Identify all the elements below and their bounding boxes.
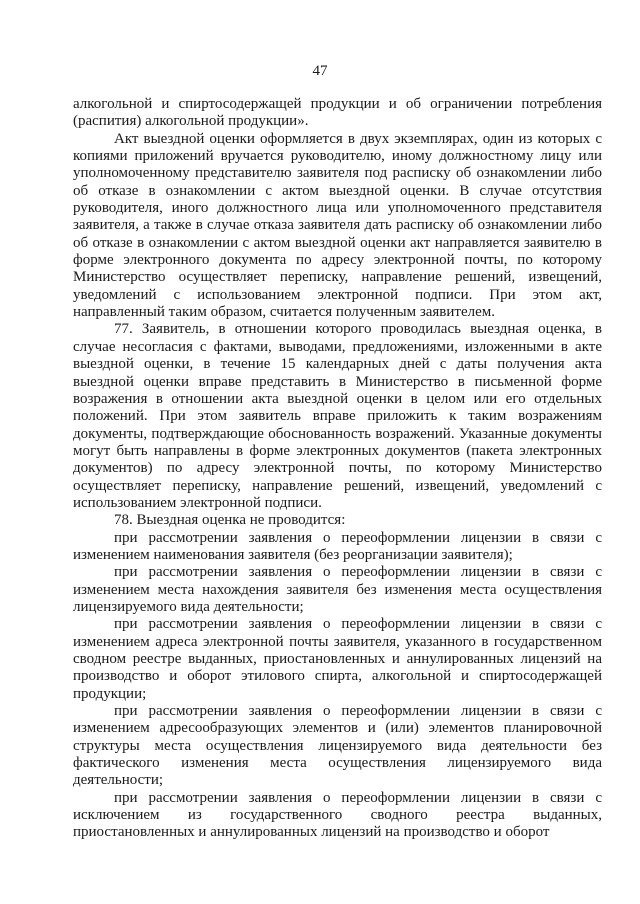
paragraph-clause-77: 77. Заявитель, в отношении которого проводилась выездная оценка, в случае несогласия с фактами, выводами, предложениями, изложенными в акте выездной оценки, в течение 15 календарных дней с даты получения акта выездной оценки вправе представить в Министерство в письменной форме возражения в отношении акта выездной оценки в целом или его отдельных положений. При этом заявитель вправе приложить к таким возражениям документы, подтверждающие обоснованность возражений. Указанные документы могут быть направлены в форме электронных документов (пакета электронных документов) по адресу электронной почты, по которому Министерство осуществляет переписку, направление решений, извещений, уведомлений с использованием электронной подписи. (73, 321, 602, 511)
paragraph-continuation: алкогольной и спиртосодержащей продукции и об ограничении потребления (распития) алкогольной продукции». (73, 96, 602, 130)
list-item-name-change: при рассмотрении заявления о переоформлении лицензии в связи с изменением наименования заявителя (без реорганизации заявителя); (73, 529, 602, 563)
list-item-registry-exclusion: при рассмотрении заявления о переоформлении лицензии в связи с исключением из государственного сводного реестра выданных, приостановленных и аннулированных лицензий на производство и оборот (73, 789, 602, 841)
page-number: 47 (312, 63, 328, 79)
list-item-email-change: при рассмотрении заявления о переоформлении лицензии в связи с изменением адреса электронной почты заявителя, указанного в государственном сводном реестре выданных, приостановленных и аннулированных лицензий на производство и оборот этилового спирта, алкогольной и спиртосодержащей продукции; (73, 616, 602, 702)
list-item-address-elements-change: при рассмотрении заявления о переоформлении лицензии в связи с изменением адресообразующих элементов и (или) элементов планировочной структуры места осуществления лицензируемого вида деятельности без фактического изменения места осуществления лицензируемого вида деятельности; (73, 703, 602, 789)
paragraph-clause-78: 78. Выездная оценка не проводится: (114, 512, 346, 529)
paragraph-inspection-act: Акт выездной оценки оформляется в двух экземплярах, один из которых с копиями приложений вручается руководителю, иному должностному лицу или уполномоченному представителю заявителя под расписку об ознакомлении либо об отказе в ознакомлении с актом выездной оценки. В случае отсутствия руководителя, иного должностного лица или уполномоченного представителя заявителя, а также в случае отказа заявителя дать расписку об ознакомлении либо об отказе в ознакомлении с актом выездной оценки акт направляется заявителю в форме электронного документа по адресу электронной почты, по которому Министерство осуществляет переписку, направление решений, извещений, уведомлений с использованием электронной подписи. При этом акт, направленный таким образом, считается полученным заявителем. (73, 130, 602, 321)
list-item-location-change: при рассмотрении заявления о переоформлении лицензии в связи с изменением места нахождения заявителя без изменения места осуществления лицензируемого вида деятельности; (73, 564, 602, 615)
document-body (73, 96, 602, 842)
